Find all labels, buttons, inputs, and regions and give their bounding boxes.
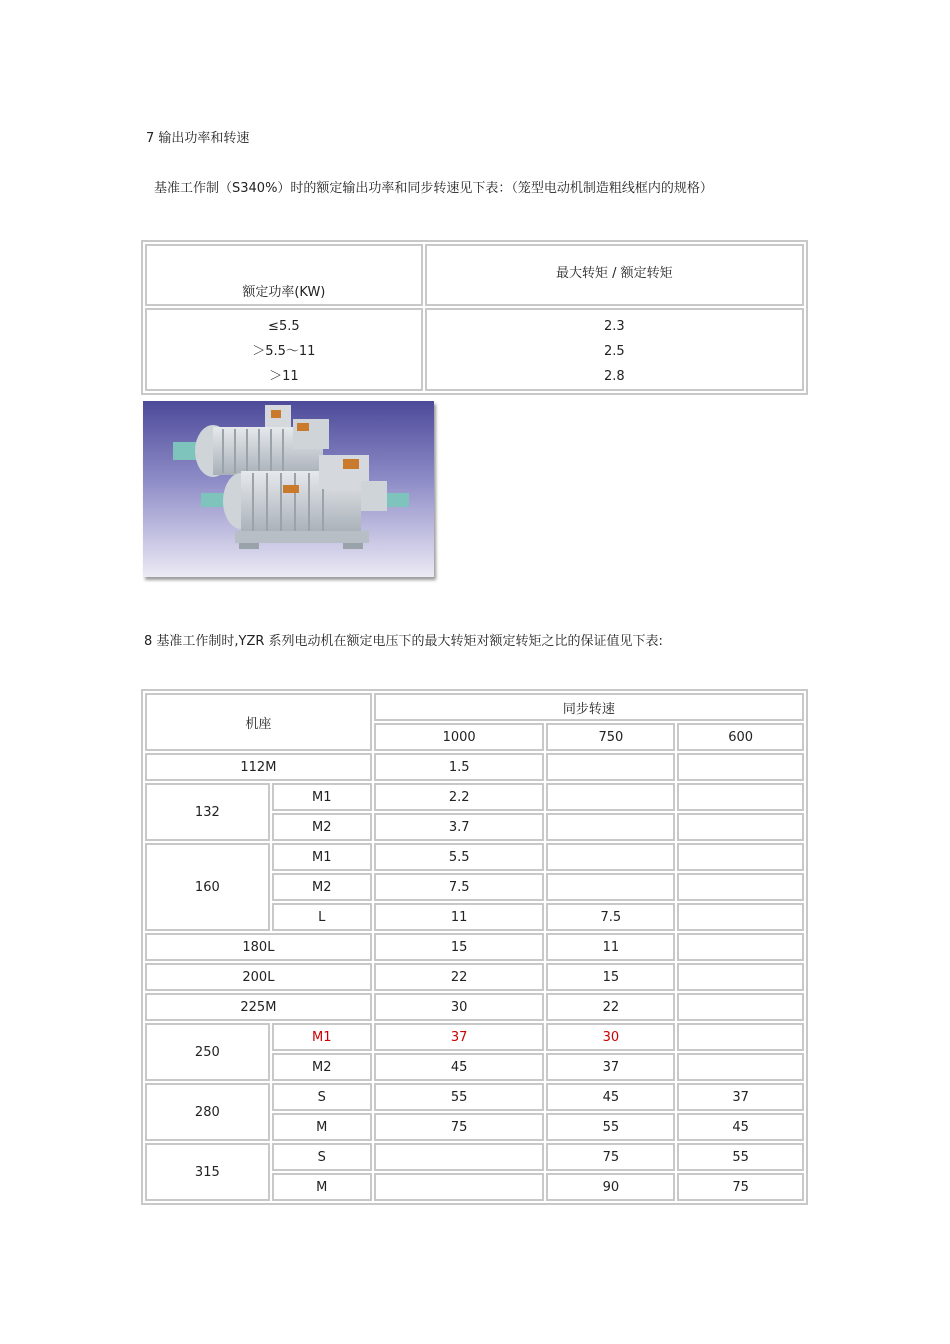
value-cell: 75 — [677, 1173, 804, 1201]
sub-frame-cell: M — [272, 1173, 372, 1201]
frame-cell: 225M — [145, 993, 372, 1021]
sub-frame-cell: M1 — [272, 843, 372, 871]
value-cell: 15 — [546, 963, 675, 991]
value-cell: 90 — [546, 1173, 675, 1201]
sub-frame-cell: M — [272, 1113, 372, 1141]
value-cell: 7.5 — [374, 873, 545, 901]
table-row — [145, 1143, 804, 1171]
table-row — [145, 963, 804, 991]
speed-750-header: 750 — [546, 723, 675, 751]
frame-cell: 315 — [145, 1143, 270, 1201]
value-cell: 22 — [374, 963, 545, 991]
value-cell: 37 — [677, 1083, 804, 1111]
ratio-value: 2.3 — [604, 319, 625, 334]
value-cell: 15 — [374, 933, 545, 961]
frame-cell: 180L — [145, 933, 372, 961]
value-cell: 11 — [546, 933, 675, 961]
value-cell: 1.5 — [374, 753, 545, 781]
value-cell: 45 — [546, 1083, 675, 1111]
sub-frame-cell: M2 — [272, 1053, 372, 1081]
value-cell — [374, 1143, 545, 1171]
sub-frame-cell: L — [272, 903, 372, 931]
power-torque-table — [141, 240, 808, 395]
value-cell — [677, 993, 804, 1021]
value-cell: 22 — [546, 993, 675, 1021]
table-header-row — [145, 693, 804, 721]
sub-frame-cell: M2 — [272, 873, 372, 901]
frame-cell: 112M — [145, 753, 372, 781]
sub-frame-cell: M2 — [272, 813, 372, 841]
speed-1000-header: 1000 — [374, 723, 545, 751]
rated-power-header: 额定功率(KW) — [145, 244, 423, 306]
value-cell: 55 — [546, 1113, 675, 1141]
sub-frame-cell: S — [272, 1083, 372, 1111]
value-cell — [546, 843, 675, 871]
value-cell — [546, 753, 675, 781]
table-row — [145, 1083, 804, 1111]
frame-cell: 160 — [145, 843, 270, 931]
value-cell: 55 — [374, 1083, 545, 1111]
value-cell: 37 — [546, 1053, 675, 1081]
value-cell — [677, 873, 804, 901]
value-cell — [677, 1023, 804, 1051]
power-value: ≤5.5 — [268, 319, 300, 334]
value-cell — [546, 813, 675, 841]
speed-header: 同步转速 — [374, 693, 804, 721]
value-cell-highlighted: 30 — [546, 1023, 675, 1051]
section-7-heading: 7 输出功率和转速 — [146, 131, 250, 146]
ratio-values-cell — [425, 308, 804, 391]
ratio-value: 2.5 — [604, 344, 625, 359]
table-row — [145, 1023, 804, 1051]
torque-ratio-header: 最大转矩 / 额定转矩 — [425, 244, 804, 306]
table-row — [145, 783, 804, 811]
value-cell: 2.2 — [374, 783, 545, 811]
section-8-heading: 8 基准工作制时,YZR 系列电动机在额定电压下的最大转矩对额定转矩之比的保证值见下表: — [144, 634, 663, 649]
table-row — [145, 308, 804, 391]
power-value: ＞5.5～11 — [252, 344, 316, 359]
value-cell — [546, 783, 675, 811]
power-values-cell — [145, 308, 423, 391]
value-cell — [374, 1173, 545, 1201]
value-cell — [677, 843, 804, 871]
value-cell: 75 — [374, 1113, 545, 1141]
frame-cell: 200L — [145, 963, 372, 991]
value-cell — [677, 753, 804, 781]
value-cell: 7.5 — [546, 903, 675, 931]
value-cell — [677, 783, 804, 811]
table-header-row — [145, 244, 804, 306]
table-row — [145, 753, 804, 781]
value-cell — [677, 933, 804, 961]
ratio-value: 2.8 — [604, 369, 625, 384]
value-cell: 30 — [374, 993, 545, 1021]
value-cell — [677, 903, 804, 931]
value-cell — [546, 873, 675, 901]
value-cell: 3.7 — [374, 813, 545, 841]
value-cell — [677, 1053, 804, 1081]
value-cell: 75 — [546, 1143, 675, 1171]
value-cell: 11 — [374, 903, 545, 931]
value-cell — [677, 963, 804, 991]
frame-cell: 250 — [145, 1023, 270, 1081]
value-cell: 45 — [677, 1113, 804, 1141]
value-cell: 5.5 — [374, 843, 545, 871]
power-value: ＞11 — [269, 369, 299, 384]
table-row — [145, 933, 804, 961]
value-cell-highlighted: 37 — [374, 1023, 545, 1051]
table-row — [145, 843, 804, 871]
speed-600-header: 600 — [677, 723, 804, 751]
value-cell — [677, 813, 804, 841]
torque-ratio-table — [141, 689, 808, 1205]
frame-cell: 132 — [145, 783, 270, 841]
sub-frame-cell-highlighted: M1 — [272, 1023, 372, 1051]
motor-photo — [143, 401, 434, 577]
sub-frame-cell: M1 — [272, 783, 372, 811]
table-row — [145, 993, 804, 1021]
frame-cell: 280 — [145, 1083, 270, 1141]
frame-header: 机座 — [145, 693, 372, 751]
value-cell: 55 — [677, 1143, 804, 1171]
section-7-intro: 基准工作制（S340%）时的额定输出功率和同步转速见下表：（笼型电动机制造粗线框内的规格） — [154, 181, 713, 196]
value-cell: 45 — [374, 1053, 545, 1081]
sub-frame-cell: S — [272, 1143, 372, 1171]
